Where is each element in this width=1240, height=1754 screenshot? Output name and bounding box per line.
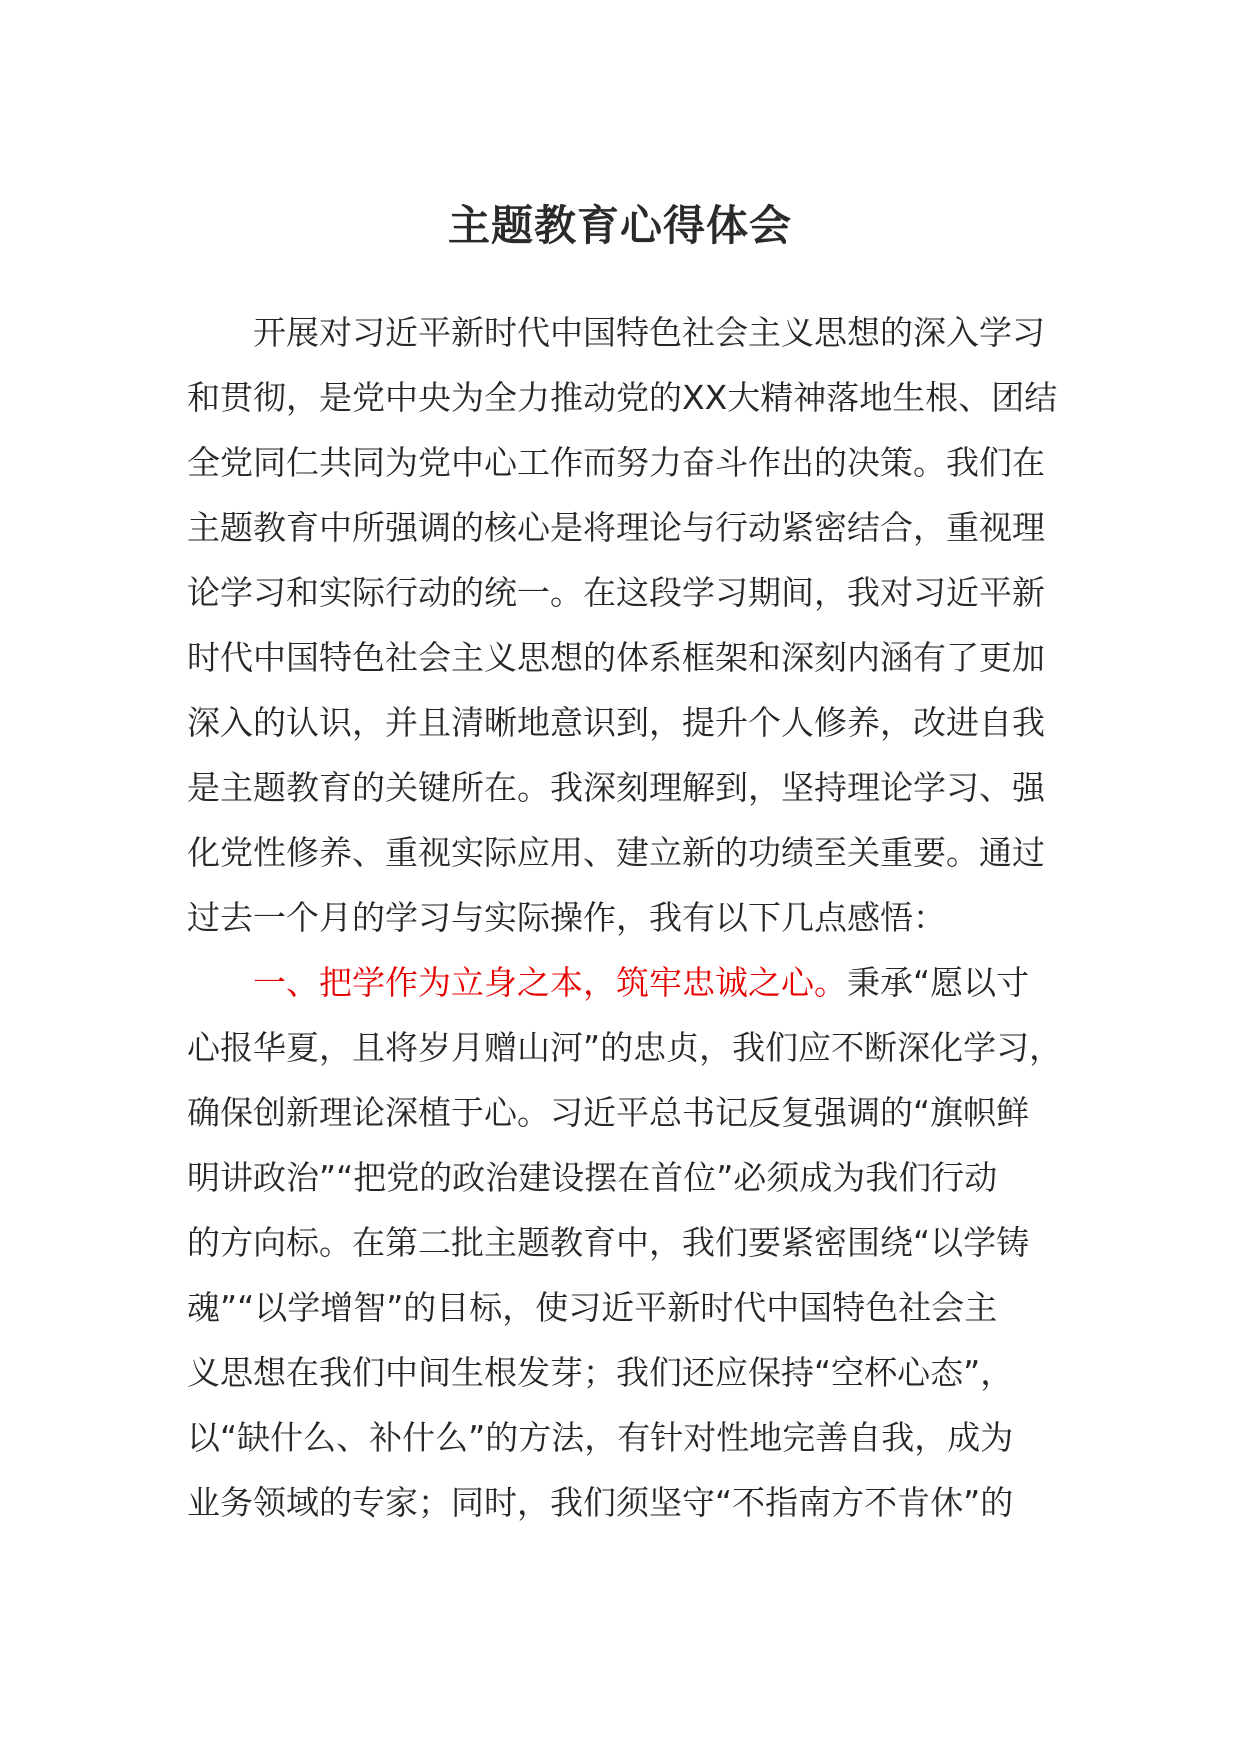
paragraph-line: 主题教育中所强调的核心是将理论与行动紧密结合，重视理 (187, 508, 1045, 547)
section-heading-line (187, 950, 1053, 1015)
paragraph-line: 业务领域的专家；同时，我们须坚守“不指南方不肯休”的 (187, 1483, 1014, 1522)
paragraph-line: 魂”“以学增智”的目标，使习近平新时代中国特色社会主 (187, 1288, 998, 1327)
paragraph-line: 确保创新理论深植于心。习近平总书记反复强调的“旗帜鲜 (187, 1093, 1030, 1132)
paragraph-line: 论学习和实际行动的统一。在这段学习期间，我对习近平新 (187, 573, 1045, 612)
section-text: 秉承“愿以寸 (847, 963, 1030, 1002)
paragraph-line: 是主题教育的关键所在。我深刻理解到，坚持理论学习、强 (187, 768, 1045, 807)
paragraph-line: 深入的认识，并且清晰地意识到，提升个人修养，改进自我 (187, 703, 1045, 742)
paragraph-line: 义思想在我们中间生根发芽；我们还应保持“空杯心态”， (187, 1353, 1014, 1392)
paragraph-line: 心报华夏，且将岁月赠山河”的忠贞，我们应不断深化学习， (187, 1028, 1063, 1067)
paragraph-line: 过去一个月的学习与实际操作，我有以下几点感悟： (187, 898, 946, 937)
section-heading: 一、把学作为立身之本，筑牢忠诚之心。 (187, 963, 847, 1002)
paragraph-line: 和贯彻，是党中央为全力推动党的XX大精神落地生根、团结 (187, 378, 1058, 417)
document-title: 主题教育心得体会 (447, 201, 792, 250)
paragraph-line: 化党性修养、重视实际应用、建立新的功绩至关重要。通过 (187, 833, 1045, 872)
paragraph-line: 开展对习近平新时代中国特色社会主义思想的深入学习 (187, 313, 1045, 352)
paragraph-line: 的方向标。在第二批主题教育中，我们要紧密围绕“以学铸 (187, 1223, 1030, 1262)
paragraph-line: 以“缺什么、补什么”的方法，有针对性地完善自我，成为 (187, 1418, 1014, 1457)
paragraph-line: 全党同仁共同为党中心工作而努力奋斗作出的决策。我们在 (187, 443, 1045, 482)
paragraph-line: 时代中国特色社会主义思想的体系框架和深刻内涵有了更加 (187, 638, 1045, 677)
document-body (187, 300, 1063, 1535)
paragraph-line: 明讲政治”“把党的政治建设摆在首位”必须成为我们行动 (187, 1158, 998, 1197)
